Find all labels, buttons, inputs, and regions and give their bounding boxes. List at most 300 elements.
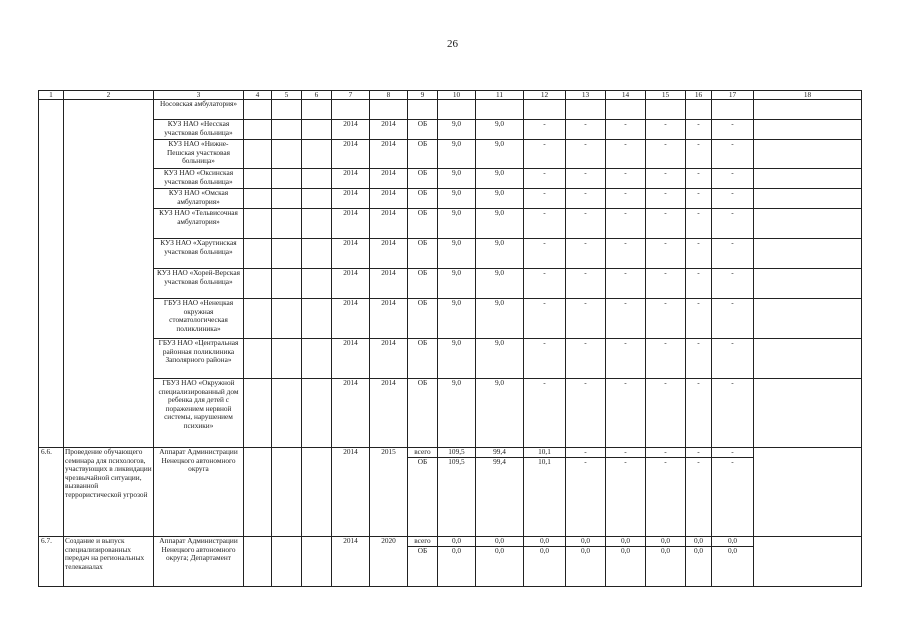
value-line: -: [686, 457, 712, 467]
value-line: всего: [414, 536, 431, 546]
value-cell-c12: [524, 239, 566, 269]
value-cell-c7: [332, 239, 370, 269]
value-cell-c16: [686, 120, 712, 140]
value-cell-c16: [686, 140, 712, 169]
executor-cell: ГБУЗ НАО «Центральная районная поликлиника Заполярного района»: [154, 339, 244, 379]
value-line: -: [697, 447, 700, 457]
value-line: -: [712, 457, 754, 467]
value-line: 9,0: [494, 238, 505, 248]
activity-name: Проведение обучающего семинара для психологов, участвующих в ликвидации чрезвычайной ситуации, вызванной террористической угрозой: [64, 448, 154, 537]
value-line: 0,0: [620, 536, 631, 546]
value-line: 2015: [381, 447, 396, 457]
empty-cell: [272, 189, 302, 209]
value-line: -: [731, 119, 734, 129]
table-row: [39, 339, 862, 379]
value-cell-c17: [712, 189, 754, 209]
value-cell-c17: [712, 269, 754, 299]
value-cell-c10: [438, 189, 476, 209]
empty-cell: [244, 140, 272, 169]
value-line: -: [664, 338, 667, 348]
value-cell-c16: [686, 339, 712, 379]
value-line: ОБ: [417, 378, 428, 388]
empty-cell: [302, 189, 332, 209]
value-line: -: [664, 268, 667, 278]
value-cell-c11: [476, 120, 524, 140]
value-line: 9,0: [494, 168, 505, 178]
value-cell-c14: [606, 169, 646, 189]
value-cell-c7: [332, 379, 370, 448]
value-line: -: [624, 139, 627, 149]
value-line: 2014: [343, 119, 358, 129]
value-cell-c9: [408, 239, 438, 269]
value-cell-c15: [646, 299, 686, 339]
value-cell-c11: [476, 239, 524, 269]
value-cell-c10: [438, 448, 476, 537]
notes-cell: [754, 239, 862, 269]
executor-cell: КУЗ НАО «Несская участковая больница»: [154, 120, 244, 140]
value-cell-c7: [332, 140, 370, 169]
value-line: ОБ: [417, 168, 428, 178]
activity-number: 6.7.: [39, 537, 64, 587]
header-cell: 8: [370, 91, 408, 100]
notes-cell: [754, 140, 862, 169]
table-row: [39, 169, 862, 189]
value-line: 9,0: [451, 139, 462, 149]
value-line: 9,0: [451, 268, 462, 278]
activity-name: [64, 100, 154, 448]
value-line: -: [624, 268, 627, 278]
value-cell-c11: [476, 189, 524, 209]
value-cell-c17: [712, 239, 754, 269]
value-cell-c15: [646, 120, 686, 140]
value-line: 2014: [381, 338, 396, 348]
value-line: -: [731, 139, 734, 149]
notes-cell: [754, 269, 862, 299]
value-line: -: [624, 188, 627, 198]
value-cell-c13: [566, 379, 606, 448]
value-line: -: [697, 238, 700, 248]
value-line: 10,1: [538, 447, 551, 457]
value-cell-c17: [712, 448, 754, 537]
value-line: 2014: [343, 298, 358, 308]
value-cell-c10: [438, 537, 476, 587]
value-line: -: [731, 338, 734, 348]
value-line: -: [543, 188, 546, 198]
value-cell-c14: [606, 100, 646, 120]
value-cell-c9: [408, 100, 438, 120]
empty-cell: [302, 169, 332, 189]
value-cell-c7: [332, 209, 370, 239]
value-cell-c9: [408, 379, 438, 448]
value-line: [524, 100, 565, 109]
value-line: 2014: [381, 208, 396, 218]
table-row: [39, 189, 862, 209]
empty-cell: [302, 100, 332, 120]
executor-cell: КУЗ НАО «Оксинская участковая больница»: [154, 169, 244, 189]
value-line: -: [697, 188, 700, 198]
value-line: 0,0: [566, 546, 606, 556]
value-cell-c16: [686, 189, 712, 209]
value-cell-c13: [566, 209, 606, 239]
empty-cell: [302, 120, 332, 140]
header-cell: 17: [712, 91, 754, 100]
value-line: -: [664, 298, 667, 308]
empty-cell: [272, 448, 302, 537]
empty-cell: [302, 209, 332, 239]
value-cell-c14: [606, 120, 646, 140]
value-line: 9,0: [451, 338, 462, 348]
value-cell-c8: [370, 269, 408, 299]
empty-cell: [244, 120, 272, 140]
activity-number: [39, 100, 64, 448]
notes-cell: [754, 379, 862, 448]
value-cell-c7: [332, 100, 370, 120]
value-line: 9,0: [494, 208, 505, 218]
value-cell-c11: [476, 448, 524, 537]
value-line: 2014: [343, 378, 358, 388]
value-cell-c17: [712, 299, 754, 339]
value-line: -: [624, 168, 627, 178]
value-cell-c15: [646, 339, 686, 379]
value-line: 9,0: [494, 268, 505, 278]
value-cell-c12: [524, 140, 566, 169]
value-cell-c13: [566, 299, 606, 339]
value-cell-c16: [686, 239, 712, 269]
header-cell: 4: [244, 91, 272, 100]
value-line: -: [584, 378, 587, 388]
value-cell-c13: [566, 537, 606, 587]
value-cell-c8: [370, 100, 408, 120]
value-cell-c15: [646, 209, 686, 239]
value-cell-c8: [370, 299, 408, 339]
value-cell-c12: [524, 100, 566, 120]
value-line: -: [624, 378, 627, 388]
value-line: -: [543, 119, 546, 129]
value-cell-c9: [408, 339, 438, 379]
value-line: ОБ: [408, 457, 438, 467]
header-cell: 7: [332, 91, 370, 100]
table-row: [39, 140, 862, 169]
value-line: -: [664, 168, 667, 178]
empty-cell: [244, 339, 272, 379]
value-line: [476, 100, 523, 109]
value-line: 2020: [381, 536, 396, 546]
empty-cell: [272, 140, 302, 169]
value-cell-c14: [606, 339, 646, 379]
table-row: [39, 379, 862, 448]
notes-cell: [754, 120, 862, 140]
value-cell-c9: [408, 537, 438, 587]
value-line: -: [697, 168, 700, 178]
value-cell-c11: [476, 299, 524, 339]
value-line: 2014: [343, 536, 358, 546]
value-cell-c17: [712, 537, 754, 587]
value-line: 2014: [381, 119, 396, 129]
header-cell: 14: [606, 91, 646, 100]
value-line: 2014: [381, 268, 396, 278]
value-cell-c17: [712, 120, 754, 140]
value-cell-c7: [332, 339, 370, 379]
value-line: ОБ: [417, 119, 428, 129]
value-line: 0,0: [693, 536, 704, 546]
value-line: [408, 100, 437, 109]
value-cell-c7: [332, 120, 370, 140]
value-cell-c13: [566, 448, 606, 537]
header-row: [39, 91, 862, 100]
value-cell-c16: [686, 537, 712, 587]
value-line: 0,0: [712, 546, 754, 556]
value-line: [370, 100, 407, 109]
value-line: 9,0: [451, 119, 462, 129]
executor-cell: КУЗ НАО «Харутинская участковая больница»: [154, 239, 244, 269]
value-line: 99,4: [493, 447, 506, 457]
value-line: ОБ: [417, 298, 428, 308]
value-line: -: [584, 188, 587, 198]
value-cell-c13: [566, 120, 606, 140]
header-cell: 5: [272, 91, 302, 100]
value-cell-c11: [476, 269, 524, 299]
value-line: -: [731, 208, 734, 218]
value-cell-c9: [408, 209, 438, 239]
value-cell-c14: [606, 189, 646, 209]
value-line: [646, 100, 685, 109]
value-cell-c15: [646, 169, 686, 189]
value-cell-c9: [408, 269, 438, 299]
empty-cell: [244, 169, 272, 189]
value-cell-c16: [686, 379, 712, 448]
empty-cell: [244, 379, 272, 448]
header-cell: 16: [686, 91, 712, 100]
value-line: -: [624, 238, 627, 248]
table-row: [39, 120, 862, 140]
value-cell-c16: [686, 209, 712, 239]
value-line: 0,0: [494, 536, 505, 546]
empty-cell: [272, 379, 302, 448]
value-line: -: [584, 208, 587, 218]
value-line: 2014: [343, 188, 358, 198]
value-cell-c10: [438, 379, 476, 448]
value-cell-c7: [332, 299, 370, 339]
value-line: -: [731, 378, 734, 388]
value-cell-c13: [566, 239, 606, 269]
header-cell: 15: [646, 91, 686, 100]
empty-cell: [302, 140, 332, 169]
value-cell-c7: [332, 169, 370, 189]
value-line: ОБ: [417, 268, 428, 278]
value-line: 0,0: [686, 546, 712, 556]
value-cell-c8: [370, 448, 408, 537]
value-cell-c9: [408, 169, 438, 189]
empty-cell: [272, 100, 302, 120]
value-line: -: [624, 119, 627, 129]
value-cell-c12: [524, 448, 566, 537]
value-cell-c17: [712, 100, 754, 120]
value-cell-c15: [646, 100, 686, 120]
value-cell-c12: [524, 339, 566, 379]
value-cell-c15: [646, 379, 686, 448]
header-cell: 3: [154, 91, 244, 100]
value-line: -: [624, 338, 627, 348]
value-line: 0,0: [451, 536, 462, 546]
value-cell-c15: [646, 140, 686, 169]
value-line: -: [624, 298, 627, 308]
value-line: -: [664, 447, 667, 457]
empty-cell: [272, 339, 302, 379]
executor-cell: КУЗ НАО «Омская амбулатория»: [154, 189, 244, 209]
value-cell-c8: [370, 120, 408, 140]
executor-cell: КУЗ НАО «Нижне-Пешская участковая больница»: [154, 140, 244, 169]
executor-cell: Носовская амбулатория»: [154, 100, 244, 120]
header-cell: 11: [476, 91, 524, 100]
empty-cell: [244, 448, 272, 537]
value-cell-c8: [370, 339, 408, 379]
value-line: -: [664, 188, 667, 198]
value-cell-c8: [370, 239, 408, 269]
value-line: 2014: [381, 139, 396, 149]
value-line: 10,1: [524, 457, 566, 467]
value-cell-c15: [646, 269, 686, 299]
value-line: -: [697, 298, 700, 308]
value-line: -: [731, 188, 734, 198]
value-cell-c14: [606, 239, 646, 269]
value-cell-c12: [524, 537, 566, 587]
value-cell-c7: [332, 269, 370, 299]
value-cell-c10: [438, 100, 476, 120]
value-cell-c17: [712, 169, 754, 189]
value-line: 9,0: [494, 378, 505, 388]
value-line: 2014: [343, 447, 358, 457]
empty-cell: [272, 169, 302, 189]
empty-cell: [244, 100, 272, 120]
empty-cell: [244, 537, 272, 587]
value-cell-c11: [476, 100, 524, 120]
empty-cell: [272, 120, 302, 140]
table-row: [39, 269, 862, 299]
value-line: 9,0: [451, 238, 462, 248]
value-line: [712, 100, 753, 109]
value-line: ОБ: [417, 188, 428, 198]
value-cell-c13: [566, 169, 606, 189]
value-line: -: [584, 119, 587, 129]
value-line: ОБ: [417, 238, 428, 248]
value-cell-c16: [686, 448, 712, 537]
value-cell-c15: [646, 537, 686, 587]
value-cell-c12: [524, 120, 566, 140]
value-cell-c12: [524, 269, 566, 299]
value-line: 2014: [381, 238, 396, 248]
value-line: -: [731, 298, 734, 308]
value-cell-c14: [606, 269, 646, 299]
value-cell-c14: [606, 448, 646, 537]
notes-cell: [754, 299, 862, 339]
value-line: всего: [414, 447, 431, 457]
program-activities-table: [38, 90, 862, 587]
value-line: 2014: [381, 188, 396, 198]
table-row: [39, 448, 862, 537]
value-line: [686, 100, 711, 109]
table-row: [39, 239, 862, 269]
empty-cell: [302, 537, 332, 587]
table-row: [39, 100, 862, 120]
value-cell-c11: [476, 140, 524, 169]
value-line: 0,0: [476, 546, 524, 556]
value-cell-c8: [370, 169, 408, 189]
value-line: -: [543, 168, 546, 178]
value-line: ОБ: [417, 338, 428, 348]
value-cell-c17: [712, 209, 754, 239]
value-line: 109,5: [448, 447, 465, 457]
value-cell-c8: [370, 537, 408, 587]
executor-cell: КУЗ НАО «Хорей-Верская участковая больница»: [154, 269, 244, 299]
notes-cell: [754, 339, 862, 379]
value-line: -: [543, 268, 546, 278]
value-line: -: [697, 208, 700, 218]
executor-cell: Аппарат Администрации Ненецкого автономного округа; Департамент: [154, 537, 244, 587]
value-line: -: [584, 298, 587, 308]
header-cell: 6: [302, 91, 332, 100]
empty-cell: [302, 448, 332, 537]
value-cell-c11: [476, 379, 524, 448]
value-line: -: [624, 447, 627, 457]
empty-cell: [302, 269, 332, 299]
value-line: 2014: [381, 298, 396, 308]
value-cell-c7: [332, 189, 370, 209]
value-line: -: [731, 238, 734, 248]
value-line: 9,0: [494, 139, 505, 149]
value-line: 0,0: [438, 546, 476, 556]
value-cell-c7: [332, 537, 370, 587]
value-cell-c14: [606, 299, 646, 339]
value-line: -: [543, 208, 546, 218]
header-cell: 12: [524, 91, 566, 100]
value-line: 0,0: [580, 536, 591, 546]
value-line: 9,0: [451, 188, 462, 198]
value-line: -: [584, 238, 587, 248]
empty-cell: [244, 189, 272, 209]
value-cell-c16: [686, 299, 712, 339]
notes-cell: [754, 189, 862, 209]
value-line: -: [646, 457, 686, 467]
empty-cell: [244, 239, 272, 269]
value-line: -: [697, 119, 700, 129]
value-line: -: [731, 268, 734, 278]
notes-cell: [754, 537, 862, 587]
value-cell-c10: [438, 299, 476, 339]
value-cell-c13: [566, 100, 606, 120]
value-line: [566, 100, 605, 109]
value-line: -: [664, 139, 667, 149]
header-cell: 10: [438, 91, 476, 100]
value-cell-c17: [712, 379, 754, 448]
value-cell-c11: [476, 169, 524, 189]
value-line: 0,0: [646, 546, 686, 556]
value-cell-c10: [438, 209, 476, 239]
empty-cell: [302, 339, 332, 379]
value-cell-c9: [408, 189, 438, 209]
value-cell-c16: [686, 100, 712, 120]
value-cell-c9: [408, 120, 438, 140]
header-cell: 18: [754, 91, 862, 100]
value-line: -: [543, 338, 546, 348]
value-cell-c12: [524, 299, 566, 339]
value-cell-c8: [370, 379, 408, 448]
notes-cell: [754, 209, 862, 239]
value-line: [606, 100, 645, 109]
value-line: ОБ: [408, 546, 438, 556]
value-line: 2014: [343, 238, 358, 248]
value-line: -: [543, 238, 546, 248]
value-line: -: [664, 378, 667, 388]
